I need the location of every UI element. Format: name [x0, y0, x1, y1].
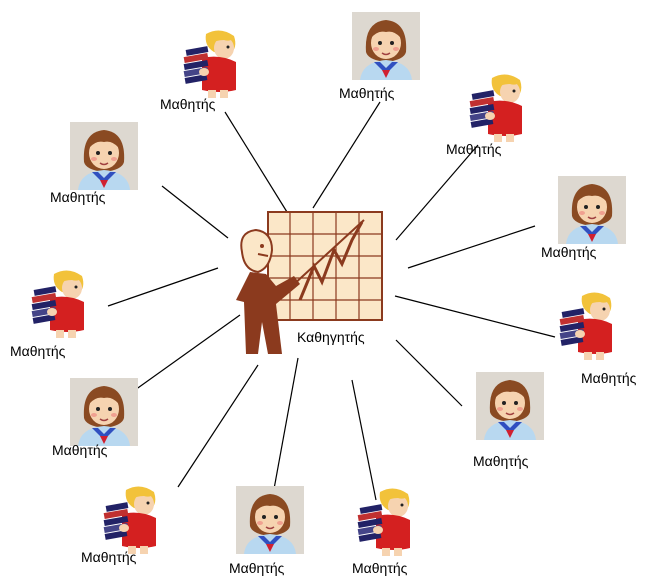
connector-line [395, 296, 555, 337]
student-6-icon [560, 292, 612, 360]
student-label: Μαθητής [50, 189, 106, 205]
student-5-icon [32, 270, 84, 338]
connector-line [396, 340, 462, 406]
student-label: Μαθητής [160, 96, 216, 112]
student-label: Μαθητής [541, 244, 597, 260]
student-11-icon [358, 488, 410, 556]
student-label: Μαθητής [352, 560, 408, 576]
student-label: Μαθητής [339, 85, 395, 101]
student-0-icon [352, 12, 420, 80]
connector-line [135, 315, 240, 390]
connector-line [272, 358, 298, 500]
student-9-icon [104, 486, 156, 554]
connector-line [225, 112, 287, 212]
student-2-icon [470, 74, 522, 142]
student-7-icon [70, 378, 138, 446]
connector-line [108, 268, 218, 306]
student-3-icon [70, 122, 138, 190]
student-1-icon [184, 30, 236, 98]
student-label: Μαθητής [52, 442, 108, 458]
student-label: Μαθητής [81, 549, 137, 565]
student-label: Μαθητής [581, 370, 637, 386]
student-4-icon [558, 176, 626, 244]
connector-line [162, 186, 228, 238]
teacher-label: Καθηγητής [297, 329, 365, 345]
connector-line [313, 102, 380, 208]
student-label: Μαθητής [473, 453, 529, 469]
connector-line [178, 365, 258, 487]
connector-line [396, 145, 478, 240]
student-label: Μαθητής [229, 560, 285, 576]
connector-line [408, 226, 535, 268]
student-label: Μαθητής [446, 141, 502, 157]
student-10-icon [236, 486, 304, 554]
student-label: Μαθητής [10, 343, 66, 359]
student-8-icon [476, 372, 544, 440]
connector-line [352, 380, 376, 500]
